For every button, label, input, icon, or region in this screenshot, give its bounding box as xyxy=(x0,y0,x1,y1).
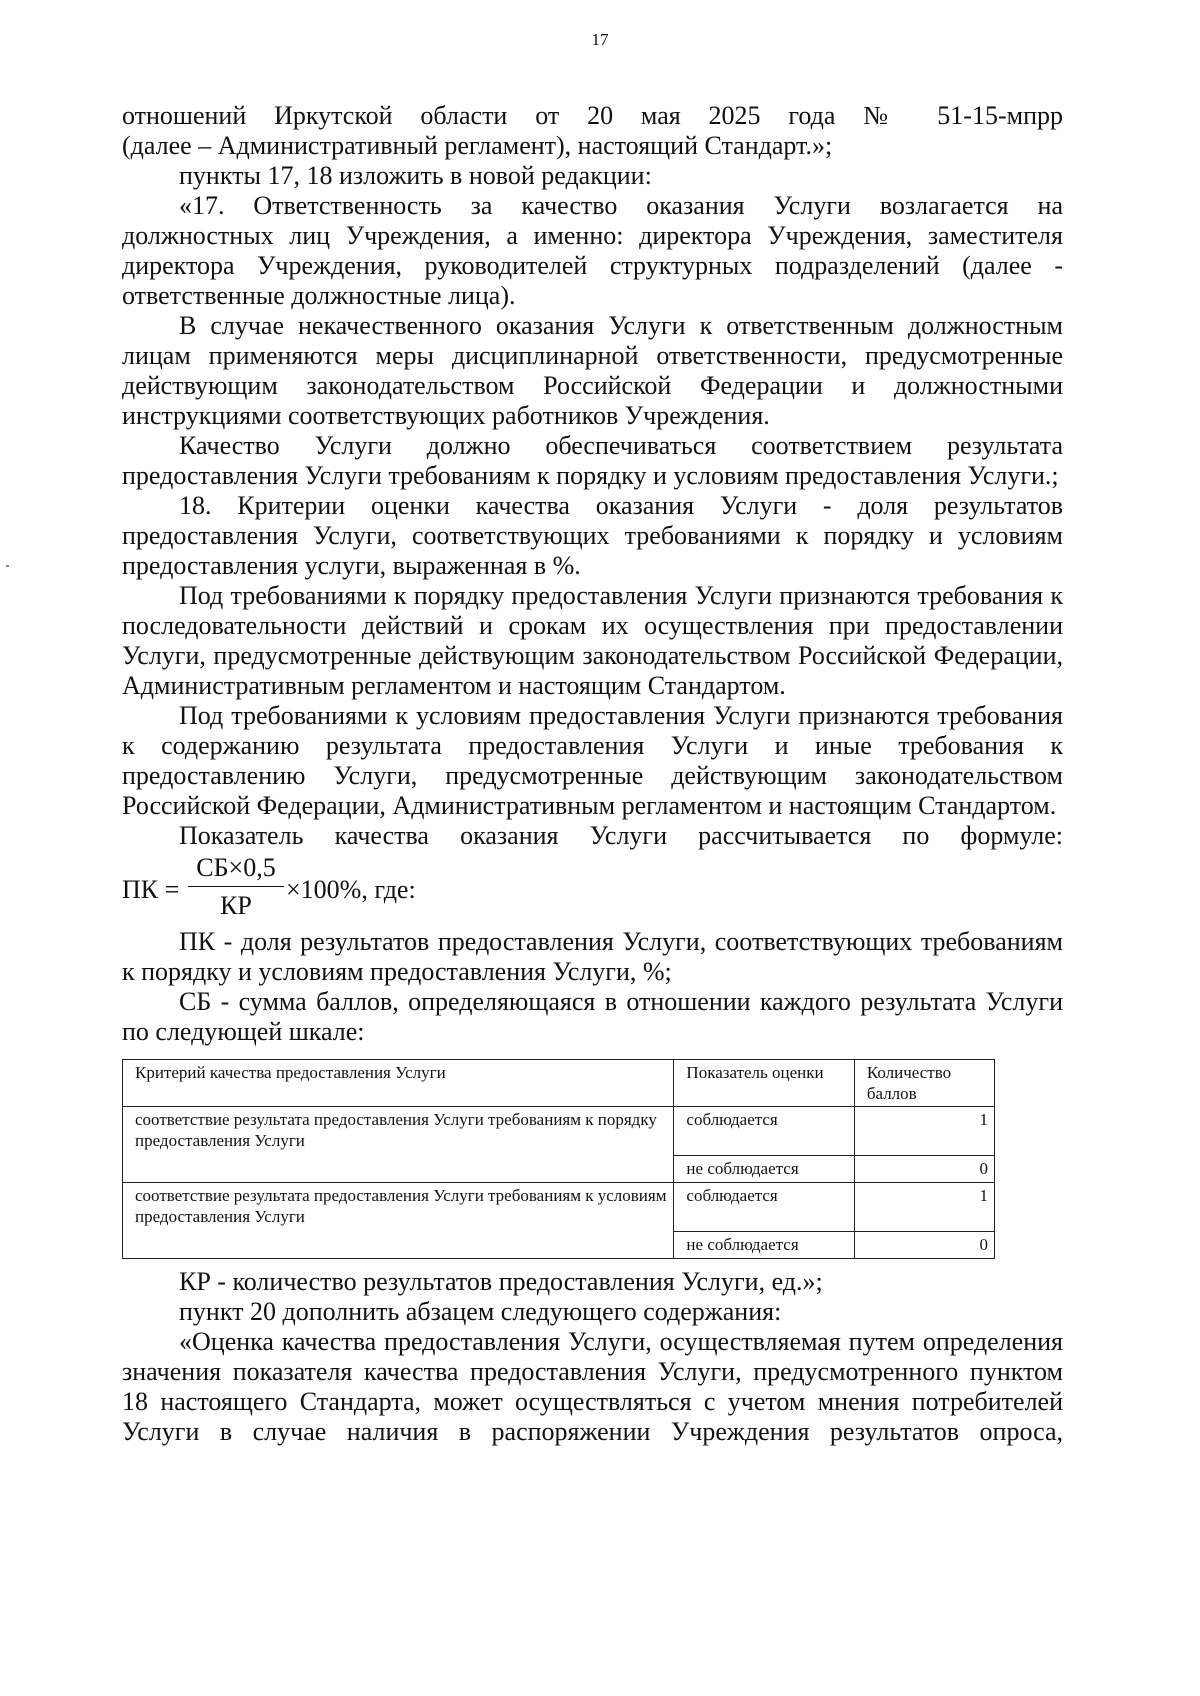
formula-lhs: ПК = xyxy=(122,875,180,904)
quality-formula xyxy=(122,853,1063,927)
formula-rhs: ×100%, где: xyxy=(286,875,416,904)
table-cell-score: 0 xyxy=(854,1232,994,1259)
paragraph-line: (далее – Административный регламент), настоящий Стандарт.»; xyxy=(122,131,833,160)
table-cell-score: 1 xyxy=(854,1183,994,1232)
table-cell-indicator: не соблюдается xyxy=(674,1232,854,1259)
table-cell-score: 0 xyxy=(854,1156,994,1183)
table-row xyxy=(123,1107,995,1156)
table-header: Критерий качества предоставления Услуги xyxy=(123,1060,674,1107)
table-cell-criterion: соответствие результата предоставления Услуги требованиям к порядку предоставления Услуги xyxy=(123,1107,674,1183)
formula-denominator: КР xyxy=(220,891,252,920)
table-cell-indicator: не соблюдается xyxy=(674,1156,854,1183)
document-body xyxy=(122,101,1063,1447)
paragraph: пункты 17, 18 изложить в новой редакции: xyxy=(179,161,652,190)
paragraph-sb-definition: СБ - сумма баллов, определяющаяся в отношении каждого результата Услуги по следующей шкале: xyxy=(122,987,1063,1046)
fraction-bar xyxy=(188,886,284,887)
table-header-row xyxy=(123,1060,995,1107)
table-cell-criterion: соответствие результата предоставления Услуги требованиям к условиям предоставления Услуги xyxy=(123,1183,674,1259)
table-header: Показатель оценки xyxy=(674,1060,854,1107)
scan-mark xyxy=(6,565,9,567)
paragraph-item-18: 18. Критерии оценки качества оказания Услуги - доля результатов предоставления Услуги, соответствующих требованиями к порядку и условиям предоставления услуги, выраженная в %. xyxy=(122,491,1063,580)
paragraph: Под требованиями к порядку предоставления Услуги признаются требования к последовательности действий и срокам их осуществления при предоставлении Услуги, предусмотренные действующим законодательством Российской Федерации, Административным регламентом и настоящим Стандартом. xyxy=(122,581,1063,700)
page-number: 17 xyxy=(591,30,609,49)
paragraph-line: отношений Иркутской области от 20 мая 2025 года № 51-15-мпрр xyxy=(122,101,1063,130)
paragraph: В случае некачественного оказания Услуги к ответственным должностным лицам применяются меры дисциплинарной ответственности, предусмотренные действующим законодательством Российской Федерации и должностными инструкциями соответствующих работников Учреждения. xyxy=(122,311,1063,430)
paragraph-kr-definition: КР - количество результатов предоставления Услуги, ед.»; xyxy=(179,1267,823,1296)
paragraph: Под требованиями к условиям предоставления Услуги признаются требования к содержанию результата предоставления Услуги и иные требования к предоставлению Услуги, предусмотренные действующим законодательством Российской Федерации, Административным регламентом и настоящим Стандартом. xyxy=(122,701,1063,820)
paragraph: пункт 20 дополнить абзацем следующего содержания: xyxy=(179,1297,782,1326)
scoring-table xyxy=(122,1059,995,1259)
table-cell-indicator: соблюдается xyxy=(674,1107,854,1156)
table-row xyxy=(123,1183,995,1232)
table-cell-indicator: соблюдается xyxy=(674,1183,854,1232)
table-cell-score: 1 xyxy=(854,1107,994,1156)
paragraph: Показатель качества оказания Услуги рассчитывается по формуле: xyxy=(179,821,1063,850)
paragraph: Качество Услуги должно обеспечиваться соответствием результата предоставления Услуги требованиям к порядку и условиям предоставления Услуги.; xyxy=(122,431,1063,490)
paragraph: «Оценка качества предоставления Услуги, осуществляемая путем определения значения показателя качества предоставления Услуги, предусмотренного пунктом 18 настоящего Стандарта, может осуществляться с учетом мнения потребителей Услуги в случае наличия в распоряжении Учреждения результатов опроса, xyxy=(122,1327,1063,1446)
formula-fraction xyxy=(188,853,284,921)
paragraph-pk-definition: ПК - доля результатов предоставления Услуги, соответствующих требованиям к порядку и условиям предоставления Услуги, %; xyxy=(122,927,1063,986)
paragraph-item-17: «17. Ответственность за качество оказания Услуги возлагается на должностных лиц Учреждения, а именно: директора Учреждения, заместителя директора Учреждения, руководителей структурных подразделений (далее - ответственные должностные лица). xyxy=(122,191,1063,310)
table-header: Количество баллов xyxy=(854,1060,994,1107)
formula-numerator: СБ×0,5 xyxy=(196,853,276,882)
